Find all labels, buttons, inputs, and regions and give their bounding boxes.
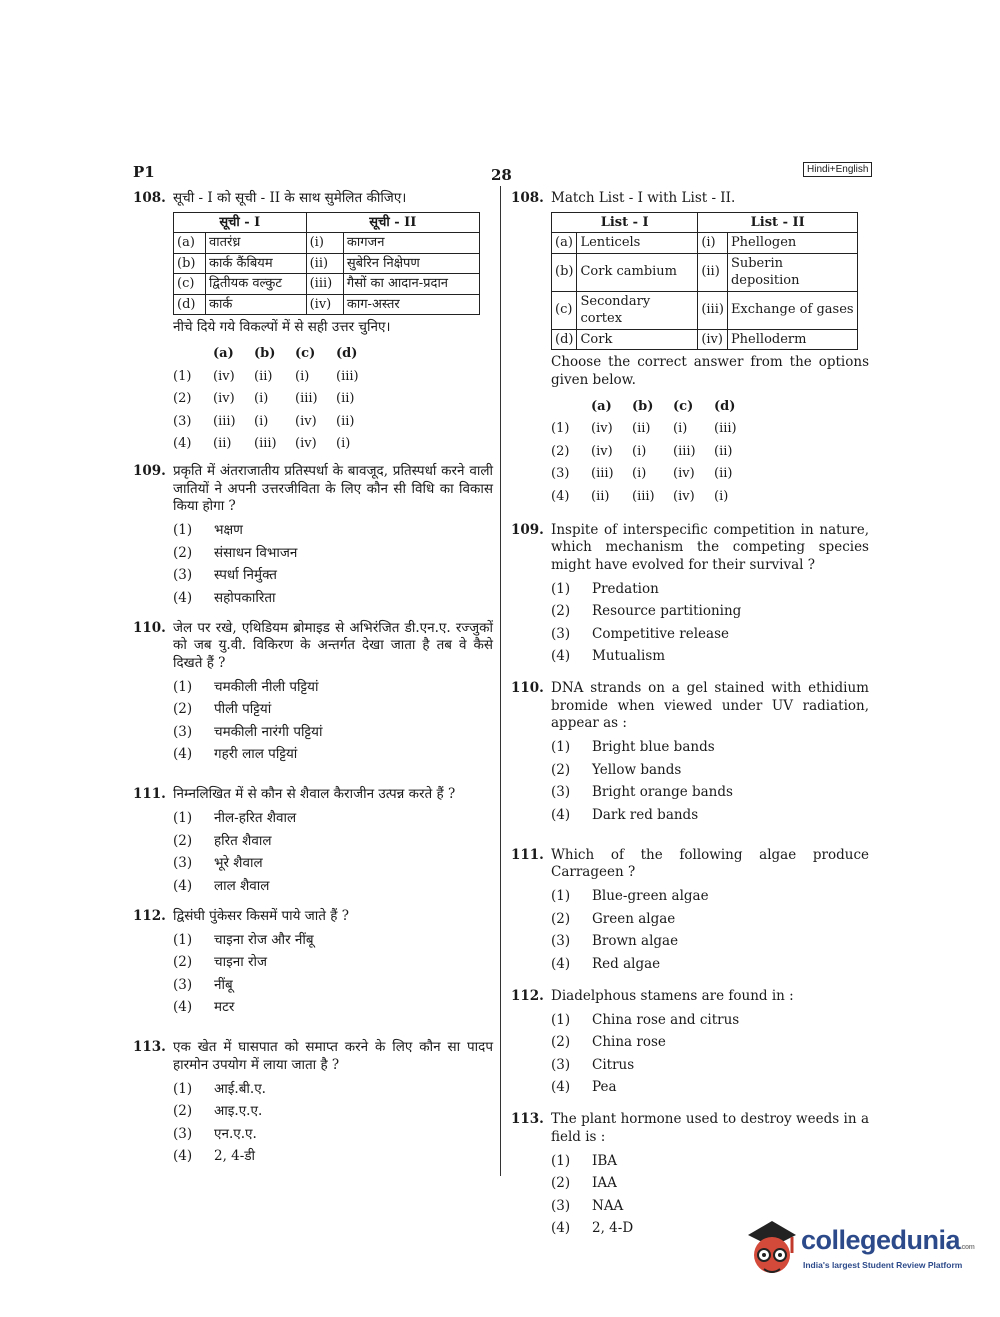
question-108-hi: 108. सूची - I को सूची - II के साथ सुमेलित कीजिए। सूची - I सूची - II (a) वातरंध्र (i) कागजन (b) कार्क कैंबियम (ii) सुबेरिन निक्षेपण (c) द्वितीयक वल्कुट (iii) गैसों का आदान-प्रदान (d) कार्क (iv) काग-अस्तर नीचे दिये गये विकल्पों में से सही उत्तर चुनिए। (a) (b) (c) (d) (1) (iv) (ii) (i) (iii) (2) (iv) (i) (iii) (ii) (3) (iii) (i) (iv) (ii) (4) (ii) (iii) (iv) (i) <box>133 190 493 455</box>
option: (4) 2, 4-डी <box>173 1148 256 1164</box>
question-text: सूची - I को सूची - II के साथ सुमेलित कीजिए। <box>173 190 407 206</box>
option: (1) चमकीली नीली पट्टियां <box>173 678 319 695</box>
option: (3) Competitive release <box>551 625 729 642</box>
option: (4) लाल शैवाल <box>173 877 270 894</box>
choose-instruction: Choose the correct answer from the options given below. <box>551 354 869 388</box>
collegedunia-logo: collegedunia.com India's largest Student Review Platform <box>742 1213 972 1283</box>
english-column <box>511 190 869 1240</box>
question-110-hi: 110. जेल पर रखे, एथिडियम ब्रोमाइड से अभिरंजित डी.एन.ए. रज्जुकों को जब यु.वी. विकिरण के अन्तर्गत देखा जाता है तब वे कैसे दिखते हैं ? (1) चमकीली नीली पट्टियां (2) पीली पट्टियां (3) चमकीली नारंगी पट्टियां (4) गहरी लाल पट्टियां <box>133 620 493 767</box>
paper-code: P1 <box>133 163 155 181</box>
option: (3) भूरे शैवाल <box>173 855 263 871</box>
option: (3) NAA <box>551 1197 624 1214</box>
option: (4) सहोपकारिता <box>173 589 276 606</box>
option: (3) Citrus <box>551 1056 635 1073</box>
option: (3) एन.ए.ए. <box>173 1125 257 1142</box>
option: (1) आई.बी.ए. <box>173 1080 266 1097</box>
option: (2) आइ.ए.ए. <box>173 1103 263 1119</box>
option: (1) Predation <box>551 580 659 597</box>
question-108-en: 108. Match List - I with List - II. List - I List - II (a) Lenticels (i) Phellogen (b) Cork cambium (ii) Suberin deposition (c) Secondary cortex (iii) Exchange of gases (d) Cork (iv) Phelloderm Choose the correct answer from the options given below. (a) (b) (c) (d) (1) (iv) (ii) (i) (iii) (2) (iv) (i) (iii) (ii) (3) (iii) (i) (iv) (ii) (4) (ii) (iii) (iv) (i) <box>511 190 869 508</box>
question-113-hi: 113. एक खेत में घासपात को समाप्त करने के लिए कौन सा पादप हारमोन उपयोग में लाया जाता है ? (1) आई.बी.ए. (2) आइ.ए.ए. (3) एन.ए.ए. (4) 2, 4-डी <box>133 1039 493 1168</box>
question-111-en: 111. Which of the following algae produce Carrageen ? (1) Blue-green algae (2) Green algae (3) Brown algae (4) Red algae <box>511 847 869 976</box>
option: (4) Red algae <box>551 955 661 972</box>
option: (4) Pea <box>551 1079 617 1095</box>
option: (3) स्पर्धा निर्मुक्त <box>173 567 278 583</box>
question-112-hi: 112. द्विसंघी पुंकेसर किसमें पाये जाते हैं ? (1) चाइना रोज और नींबू (2) चाइना रोज (3) नींबू (4) मटर <box>133 908 493 1020</box>
question-text: Match List - I with List - II. <box>551 190 736 206</box>
page-number: 28 <box>491 166 512 184</box>
match-table: List - I List - II (a) Lenticels (i) Phellogen (b) Cork cambium (ii) Suberin deposition (c) Secondary cortex (iii) Exchange of gases (d) Cork (iv) Phelloderm <box>551 212 858 351</box>
option: (2) हरित शैवाल <box>173 832 272 849</box>
mascot-icon <box>742 1213 802 1283</box>
option: (1) नील-हरित शैवाल <box>173 810 297 826</box>
option: (3) नींबू <box>173 976 233 993</box>
choose-instruction: नीचे दिये गये विकल्पों में से सही उत्तर चुनिए। <box>173 319 391 335</box>
option: (3) चमकीली नारंगी पट्टियां <box>173 723 323 740</box>
column-divider <box>500 186 501 1176</box>
hindi-column <box>133 190 493 1168</box>
option: (4) Mutualism <box>551 648 666 664</box>
option: (1) चाइना रोज और नींबू <box>173 931 314 948</box>
option: (1) IBA <box>551 1152 618 1169</box>
option: (4) मटर <box>173 999 235 1015</box>
option: (2) China rose <box>551 1034 666 1050</box>
answer-grid: (a) (b) (c) (d) (1) (iv) (ii) (i) (iii) (2) (iv) (i) (iii) (ii) (3) (iii) (i) (iv) (ii) (4) (ii) (iii) (iv) (i) <box>551 398 737 504</box>
question-109-en: 109. Inspite of interspecific competition in nature, which mechanism the competing species might have evolved for their survival ? (1) Predation (2) Resource partitioning (3) Competitive release (4) Mutualism <box>511 522 869 669</box>
question-112-en: 112. Diadelphous stamens are found in : (1) China rose and citrus (2) China rose (3) Citrus (4) Pea <box>511 988 869 1100</box>
option: (4) 2, 4-D <box>551 1220 634 1236</box>
question-110-en: 110. DNA strands on a gel stained with ethidium bromide when viewed under UV radiation, appear as : (1) Bright blue bands (2) Yellow bands (3) Bright orange bands (4) Dark red bands <box>511 680 869 827</box>
option: (1) China rose and citrus <box>551 1011 740 1028</box>
language-badge: Hindi+English <box>803 162 872 177</box>
option: (3) Bright orange bands <box>551 784 733 800</box>
option: (2) Green algae <box>551 910 676 927</box>
option: (3) Brown algae <box>551 933 679 949</box>
option: (1) भक्षण <box>173 522 243 538</box>
option: (2) चाइना रोज <box>173 954 268 970</box>
option: (1) Blue-green algae <box>551 888 709 904</box>
option: (4) Dark red bands <box>551 806 699 823</box>
option: (4) गहरी लाल पट्टियां <box>173 746 298 762</box>
option: (2) संसाधन विभाजन <box>173 544 298 561</box>
option: (2) Yellow bands <box>551 761 682 778</box>
question-111-hi: 111. निम्नलिखित में से कौन से शैवाल कैराजीन उत्पन्न करते हैं ? (1) नील-हरित शैवाल (2) हरित शैवाल (3) भूरे शैवाल (4) लाल शैवाल <box>133 786 493 898</box>
question-113-en: 113. The plant hormone used to destroy weeds in a field is : (1) IBA (2) IAA (3) NAA (4) 2, 4-D <box>511 1111 869 1240</box>
option: (2) IAA <box>551 1175 617 1191</box>
option: (2) Resource partitioning <box>551 603 742 619</box>
logo-tagline: India's largest Student Review Platform <box>803 1260 963 1270</box>
option: (2) पीली पट्टियां <box>173 701 272 717</box>
answer-grid: (a) (b) (c) (d) (1) (iv) (ii) (i) (iii) (2) (iv) (i) (iii) (ii) (3) (iii) (i) (iv) (ii) (4) (ii) (iii) (iv) (i) <box>173 346 359 451</box>
option: (1) Bright blue bands <box>551 739 715 755</box>
match-table: सूची - I सूची - II (a) वातरंध्र (i) कागजन (b) कार्क कैंबियम (ii) सुबेरिन निक्षेपण (c) द्वितीयक वल्कुट (iii) गैसों का आदान-प्रदान (d) कार्क (iv) काग-अस्तर <box>173 212 480 316</box>
question-109-hi: 109. प्रकृति में अंतराजातीय प्रतिस्पर्धा के बावजूद, प्रतिस्पर्धा करने वाली जातियों ने अपनी उत्तरजीविता के लिए कौन सी विधि का विकास किया होगा ? (1) भक्षण (2) संसाधन विभाजन (3) स्पर्धा निर्मुक्त (4) सहोपकारिता <box>133 463 493 610</box>
